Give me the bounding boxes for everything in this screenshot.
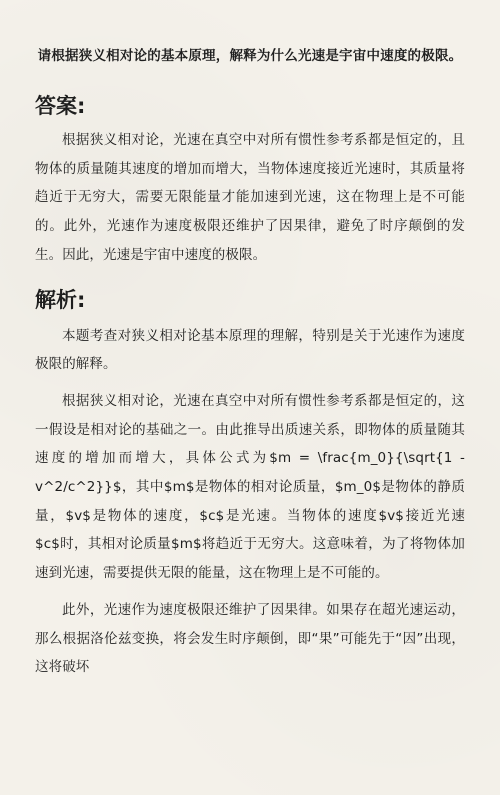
analysis-heading: 解析: — [35, 287, 86, 312]
analysis-paragraph-3: 此外，光速作为速度极限还维护了因果律。如果存在超光速运动，那么根据洛伦兹变换，将会发生时序颠倒，即“果”可能先于“因”出现，这将破坏 — [35, 601, 465, 676]
answer-heading: 答案: — [35, 94, 86, 118]
analysis-paragraph-1: 本题考查对狭义相对论基本原理的理解，特别是关于光速作为速度极限的解释。 — [35, 327, 465, 373]
answer-paragraph: 根据狭义相对论，光速在真空中对所有惯性参考系都是恒定的，且物体的质量随其速度的增加而增大，当物体速度接近光速时，其质量将趋近于无穷大，需要无限能量才能加速到光速，这在物理上是不可能的。此外，光速作为速度极限还维护了因果律，避免了时序颠倒的发生。因此，光速是宇宙中速度的极限。 — [35, 132, 465, 263]
question-text: 请根据狭义相对论的基本原理，解释为什么光速是宇宙中速度的极限。 — [37, 48, 463, 64]
analysis-paragraph-2: 根据狭义相对论，光速在真空中对所有惯性参考系都是恒定的，这一假设是相对论的基础之一。由此推导出质速关系，即物体的质量随其速度的增加而增大，具体公式为$m = \frac{m_0}{\sqrt{1 - v^2/c^2}}$，其中$m$是物体的相对论质量，$m_0$是物体的静质量，$v$是物体的速度，$c$是光速。当物体的速度$v$接近光速$c$时，其相对论质量$m$将趋近于无穷大。这意味着，为了将物体加速到光速，需要提供无限的能量，这在物理上是不可能的。 — [35, 392, 465, 582]
